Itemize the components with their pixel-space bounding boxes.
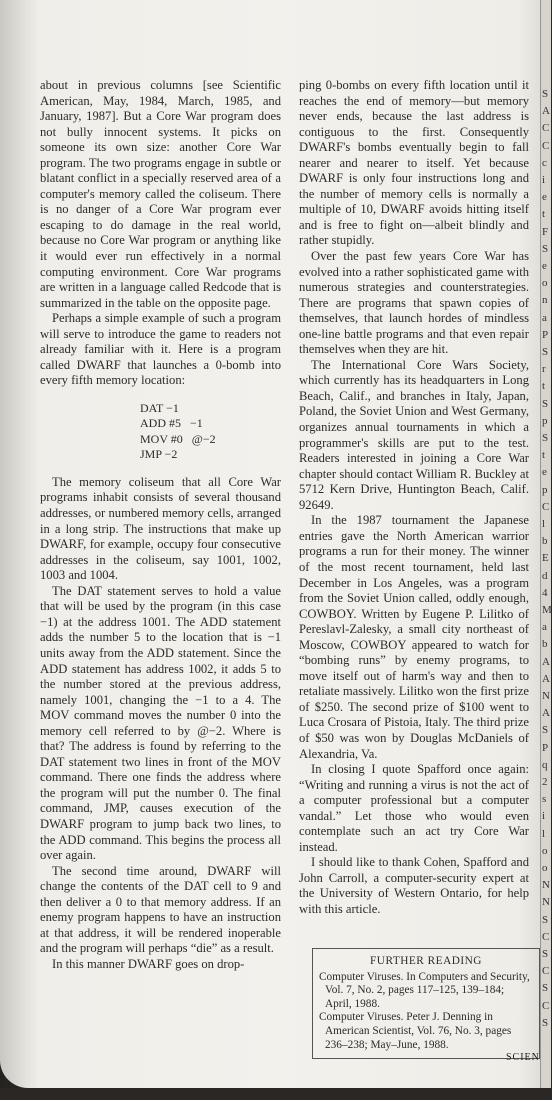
margin-letter: S	[542, 913, 549, 926]
further-reading-box	[312, 948, 540, 1059]
reference-item: Computer Viruses. Peter J. Denning in American Scientist, Vol. 76, No. 3, pages 236–238; May–June, 1988.	[319, 1011, 512, 1051]
margin-letter: p	[542, 414, 548, 427]
margin-letter: C	[542, 139, 550, 152]
margin-letter: e	[542, 260, 547, 272]
margin-letter: S	[542, 346, 549, 358]
margin-letter: q	[542, 758, 548, 771]
paragraph: Over the past few years Core War has evolved into a rather sophisticated game with numerous strategies and counterstrategies. There are programs that spawn copies of themselves, that launch hordes of mindless one-line battle programs and that even repair themselves when they are hit.	[299, 249, 529, 357]
margin-letter: p	[542, 483, 548, 496]
running-footer: SCIEN	[506, 1052, 540, 1063]
margin-letter: n	[542, 294, 548, 307]
margin-letter: C	[542, 930, 550, 943]
margin-letter: A	[542, 105, 550, 118]
margin-letter: 4	[542, 586, 548, 599]
paragraph: The memory coliseum that all Core War programs inhabit consists of several thousand addresses, or numbered memory cells, arranged in a long strip. The instructions that make up DWARF, for example, occupy four consecutive addresses in the coliseum, say 1001, 1002, 1003 and 1004.	[40, 474, 281, 583]
margin-letter: S	[542, 397, 549, 410]
margin-letter: c	[542, 156, 547, 169]
margin-letter: N	[542, 896, 550, 909]
margin-letter: o	[542, 844, 548, 857]
margin-letter: S	[542, 242, 549, 255]
further-reading-heading: FURTHER READING	[370, 955, 482, 967]
margin-letter: E	[542, 552, 549, 565]
code-line: DAT −1	[140, 400, 179, 415]
reference-item: Computer Viruses. In Computers and Security, Vol. 7, No. 2, pages 117–125, 139–184; April, 1988.	[319, 970, 530, 1010]
margin-letter: F	[542, 225, 549, 238]
margin-letter: S	[542, 724, 549, 737]
margin-letter: b	[542, 535, 548, 548]
margin-letter: a	[542, 311, 547, 324]
margin-letter: S	[542, 1016, 549, 1029]
margin-letter: S	[542, 982, 549, 995]
code-line: MOV #0 @−2	[140, 431, 216, 446]
margin-letter: i	[542, 810, 546, 823]
margin-letter: P	[542, 741, 549, 754]
margin-letter: o	[542, 277, 548, 290]
margin-letter: i	[542, 174, 546, 186]
paragraph: The International Core Wars Society, which currently has its headquarters in Long Beach, Calif., and branches in Italy, Japan, Poland, the Soviet Union and West Germany, organizes annual tournaments in which a programmer's skills are put to the test. Readers interested in joining a Core War chapter should contact William R. Buckley at 5712 Kern Drive, Huntington Beach, Calif. 92649.	[299, 357, 529, 512]
paragraph: The second time around, DWARF will change the contents of the DAT cell to 9 and then deliver a 0 to that memory address. If an enemy program happens to have an instruction at that address, it will be rendered inoperable and the program will perhaps “die” as a result.	[40, 863, 281, 956]
margin-letter: C	[542, 965, 550, 978]
margin-letter: S	[542, 88, 549, 100]
margin-letter: b	[542, 638, 548, 651]
margin-letter: S	[542, 432, 549, 444]
margin-letter: a	[542, 621, 547, 634]
right-column	[299, 78, 529, 918]
margin-letter: N	[542, 690, 550, 702]
margin-letter: 2	[542, 776, 548, 788]
paragraph: In the 1987 tournament the Japanese entries gave the North American warrior programs a run for their money. The winner of the most recent tournament, held last December in Los Angeles, was a program from the Soviet Union called, oddly enough, COWBOY. Written by Eugene P. Lilitko of Pereslavl-Zalesky, a small city northeast of Moscow, COWBOY appeared to watch for “bombing runs” by enemy programs, to move itself out of harm's way and then to retaliate massively. Lilitko won the first prize of $250. The second prize of $100 went to Luca Crosara of Pistoia, Italy. The third prize of $50 was won by Douglas McDaniels of Alexandria, Va.	[299, 513, 529, 761]
margin-letter: A	[542, 672, 550, 685]
margin-letter: s	[542, 793, 547, 806]
margin-letter: t	[542, 380, 546, 393]
paragraph: about in previous columns [see Scientific American, May, 1984, March, 1985, and January, 1987]. But a Core War program does not bully innocent systems. It picks on someone its own size: another Core War program. The two programs engage in subtle or blatant conflict in a specially reserved area of a computer's memory called the coliseum. There is no danger of a Core War program ever escaping to do damage in the real world, because no Core War program or anything like it would ever run effectively in a normal computing environment. Core War programs are written in a language called Redcode that is summarized in the table on the opposite page.	[40, 78, 281, 310]
margin-letter: r	[542, 363, 546, 376]
margin-letter: t	[542, 208, 546, 221]
code-line: JMP −2	[140, 447, 178, 462]
left-column	[40, 78, 281, 972]
margin-letter: C	[542, 999, 550, 1012]
code-line: ADD #5 −1	[140, 416, 203, 431]
paragraph: Perhaps a simple example of such a program will serve to introduce the game to readers not already familiar with it. Here is a program called DWARF that launches a 0-bomb into every fifth memory location:	[40, 311, 281, 388]
margin-letter: t	[542, 449, 546, 462]
paragraph: In this manner DWARF goes on drop-	[52, 956, 245, 971]
margin-letter: l	[542, 827, 546, 840]
paragraph: I should like to thank Cohen, Spafford and John Carroll, a computer-security expert at the University of Western Ontario, for help with this article.	[299, 855, 529, 916]
margin-letter: A	[542, 655, 550, 668]
margin-letter: S	[542, 948, 549, 960]
margin-letter: A	[542, 707, 550, 720]
margin-letter: P	[542, 328, 549, 341]
margin-letter: C	[542, 122, 550, 135]
page-fold-shadow	[0, 0, 40, 1088]
margin-letter: N	[542, 879, 550, 892]
margin-letter: C	[542, 500, 550, 513]
margin-letter: M	[542, 604, 552, 616]
margin-letter: o	[542, 862, 548, 874]
margin-letter: d	[542, 569, 548, 582]
paragraph: In closing I quote Spafford once again: “Writing and running a virus is not the act of a computer professional but a computer vandal.” Let those who would even contemplate such an act try Core War instead.	[299, 762, 529, 854]
dwarf-code-listing	[140, 401, 281, 463]
margin-letter: e	[542, 191, 547, 204]
margin-letter: l	[542, 518, 546, 530]
paragraph: ping 0-bombs on every fifth location until it reaches the end of memory—but memory never ends, because the last address is contiguous to the first. Consequently DWARF's bombs eventually begin to fall nearer and nearer to itself. Yet because DWARF is only four instructions long and the number of memory cells is normally a multiple of 10, DWARF avoids hitting itself and is free to fight on—albeit blindly and rather stupidly.	[299, 78, 529, 248]
margin-letter: e	[542, 466, 547, 479]
paragraph: The DAT statement serves to hold a value that will be used by the program (in this case −1) at the address 1001. The ADD statement adds the number 5 to the location that is −1 units away from the ADD statement. Since the ADD statement has address 1002, it adds 5 to the number stored at the previous address, namely 1001, changing the −1 to a 4. The MOV command moves the number 0 into the memory cell referred to by @−2. Where is that? The address is found by referring to the DAT statement two lines in front of the MOV command. There one finds the address where the program will put the number 0. The final command, JMP, causes execution of the DWARF program to jump back two lines, to the ADD command. This begins the process all over again.	[40, 583, 281, 863]
